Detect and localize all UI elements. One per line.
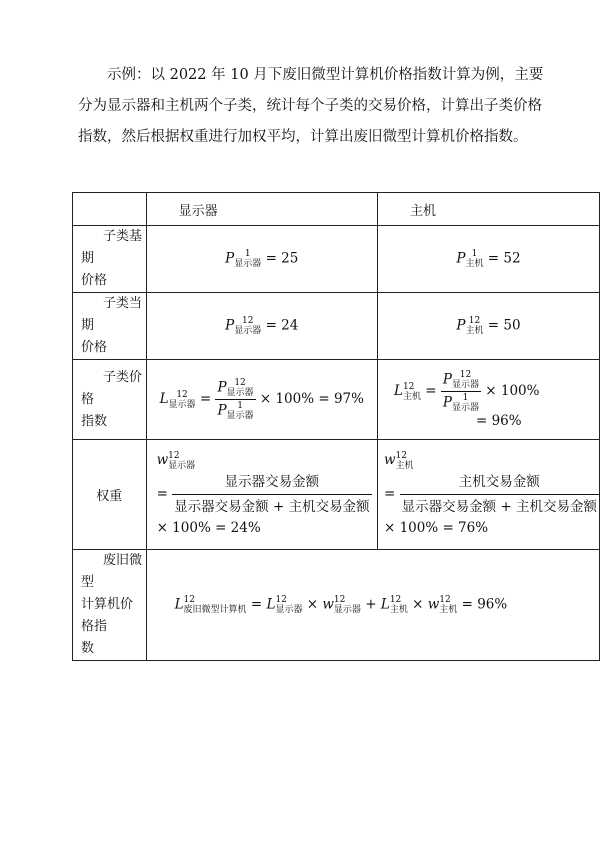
header-empty-cell: [73, 193, 147, 226]
intro-text: 示例：以 2022 年 10 月下废旧微型计算机价格指数计算为例，主要分为显示器和主机两个子类，统计每个子类的交易价格，计算出子类价格指数，然后根据权重进行加权平均，计算出废旧微型计算机价格指数。: [78, 67, 544, 145]
table-row-base-price: [73, 226, 600, 293]
header-host: 主机: [377, 193, 599, 226]
sub-index-monitor-formula: L 12 显示器 = P 12 显示器 P 1 显示器 × 100% = 97%: [146, 360, 377, 440]
sub-index-host-result: = 96%: [475, 413, 522, 429]
intro-paragraph: [78, 60, 548, 153]
row-label-total-index: 废旧微型 计算机价格指 数: [73, 550, 147, 661]
weight-host-result: × 100% = 76%: [383, 520, 489, 536]
weight-host-fraction: $\frac{\text{主机交易金额}}{\text{显示器交易金额 + 主机交易金额}}$: [400, 471, 599, 518]
row-label-weight: 权重: [73, 440, 147, 550]
table-row-weight: [73, 440, 600, 550]
total-index-formula: L 12 废旧微型计算机 = L 12 显示器 × w 12 显示器 + L 12 主机 × w 12 主机 = 96%: [146, 550, 599, 661]
sub-index-host-fraction: P 12 显示器 P 1 显示器: [442, 370, 479, 413]
current-price-monitor-formula: P 12 显示器 = 24: [146, 293, 377, 360]
weight-monitor-formula: w 12 显示器 = $\frac{\text{显示器交易金额}}{\text{显示器交易金额 + 主机交易金额}}$ × 100% = 24%: [146, 440, 377, 550]
row-label-current-price: 子类当期 价格: [73, 293, 147, 360]
weight-monitor-result: × 100% = 24%: [156, 520, 261, 536]
price-index-table: [72, 192, 600, 661]
weight-host-formula: w 12 主机 = $\frac{\text{主机交易金额}}{\text{显示器交易金额 + 主机交易金额}}$ × 100% = 76%: [377, 440, 599, 550]
current-price-host-formula: P 12 主机 = 50: [377, 293, 599, 360]
row-label-sub-index: 子类价格 指数: [73, 360, 147, 440]
table-row-total-index: [73, 550, 600, 661]
header-monitor: 显示器: [146, 193, 377, 226]
weight-monitor-fraction: $\frac{\text{显示器交易金额}}{\text{显示器交易金额 + 主机交易金额}}$: [172, 471, 371, 518]
table-row-sub-index: [73, 360, 600, 440]
base-price-monitor-formula: P 1 显示器 = 25: [146, 226, 377, 293]
sub-index-monitor-fraction: P 12 显示器 P 1 显示器: [217, 378, 254, 421]
table-header-row: [73, 193, 600, 226]
sub-index-host-formula: L 12 主机 = P 12 显示器 P 1 显示器 × 100% = 96%: [377, 360, 599, 440]
base-price-host-formula: P 1 主机 = 52: [377, 226, 599, 293]
table-row-current-price: [73, 293, 600, 360]
row-label-base-price: 子类基期 价格: [73, 226, 147, 293]
